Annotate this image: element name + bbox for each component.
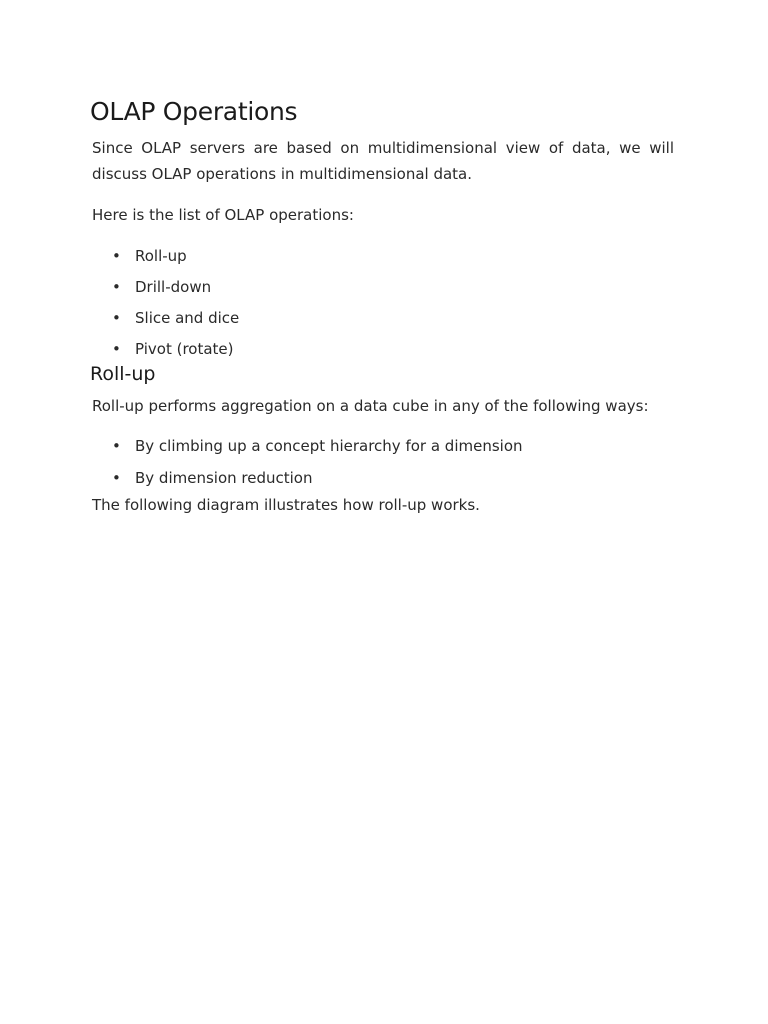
operation-label: Pivot (rotate) <box>135 340 234 358</box>
bullet-icon: • <box>112 469 121 487</box>
way-label: By dimension reduction <box>135 469 313 487</box>
list-item <box>92 245 674 268</box>
way-label: By climbing up a concept hierarchy for a dimension <box>135 437 523 455</box>
bullet-icon: • <box>112 278 121 296</box>
operations-list <box>92 245 674 361</box>
page-title: OLAP Operations <box>90 97 298 126</box>
bullet-icon: • <box>112 437 121 455</box>
bullet-icon: • <box>112 309 121 327</box>
document-content <box>92 96 674 518</box>
operation-label: Slice and dice <box>135 309 240 327</box>
rollup-description: Roll-up performs aggregation on a data cube in any of the following ways: <box>92 397 649 415</box>
rollup-ways-list <box>92 435 674 490</box>
rollup-heading: Roll-up <box>90 363 156 385</box>
diagram-note: The following diagram illustrates how roll-up works. <box>92 496 480 514</box>
operations-list-intro: Here is the list of OLAP operations: <box>92 206 354 224</box>
list-item <box>92 338 674 361</box>
operation-label: Roll-up <box>135 247 187 265</box>
list-item <box>92 307 674 330</box>
bullet-icon: • <box>112 340 121 358</box>
operation-label: Drill-down <box>135 278 212 296</box>
list-item <box>92 276 674 299</box>
bullet-icon: • <box>112 247 121 265</box>
list-item <box>92 467 674 490</box>
intro-paragraph: Since OLAP servers are based on multidimensional view of data, we will discuss OLAP operations in multidimensional data. <box>92 139 674 183</box>
list-item <box>92 435 674 458</box>
